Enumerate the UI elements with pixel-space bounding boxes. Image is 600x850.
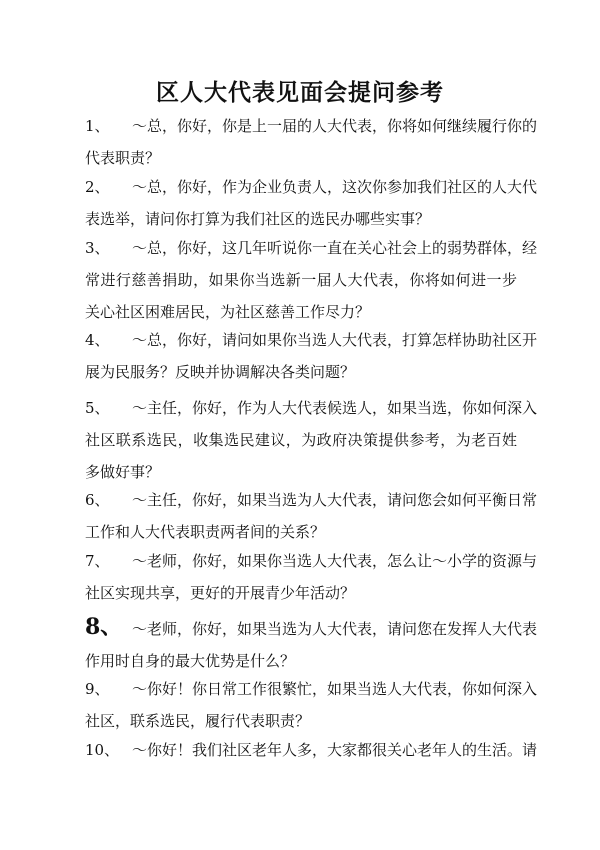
question-text-first-line: ～主任，你好，如果当选为人大代表，请问您会如何平衡日常 xyxy=(132,491,538,509)
question-text-continuation: 作用时自身的最大优势是什么？ xyxy=(85,652,296,670)
question-number: 8、 xyxy=(85,614,123,640)
question-number: 3、 xyxy=(85,239,110,257)
question-text-first-line: ～总，你好，你是上一届的人大代表，你将如何继续履行你的 xyxy=(132,117,538,135)
question-text-first-line: ～你好！我们社区老年人多，大家都很关心老年人的生活。请 xyxy=(132,741,538,759)
question-text-first-line: ～老师，你好，如果当选为人大代表，请问您在发挥人大代表 xyxy=(132,620,538,638)
question-number: 9、 xyxy=(85,680,110,698)
question-text-first-line: ～总，你好，这几年听说你一直在关心社会上的弱势群体，经 xyxy=(132,239,538,257)
question-number: 4、 xyxy=(85,331,110,349)
question-number: 10、 xyxy=(85,741,120,759)
question-text-continuation: 展为民服务？反映并协调解决各类问题？ xyxy=(85,363,356,381)
question-text-first-line: ～你好！你日常工作很繁忙，如果当选人大代表，你如何深入 xyxy=(132,680,538,698)
question-text-first-line: ～主任，你好，作为人大代表候选人，如果当选，你如何深入 xyxy=(132,399,538,417)
question-text-continuation: 常进行慈善捐助，如果你当选新一届人大代表，你将如何进一步关心社区困难居民，为社区慈善工作尽力？ xyxy=(85,271,517,321)
question-number: 6、 xyxy=(85,491,110,509)
question-text-continuation: 代表职责？ xyxy=(85,149,161,167)
question-number: 5、 xyxy=(85,399,110,417)
page-title: 区人大代表见面会提问参考 xyxy=(156,80,444,106)
question-number: 2、 xyxy=(85,178,110,196)
question-text-first-line: ～总，你好，作为企业负责人，这次你参加我们社区的人大代 xyxy=(132,178,538,196)
question-text-first-line: ～老师，你好，如果你当选人大代表，怎么让～小学的资源与 xyxy=(132,552,538,570)
question-text-continuation: 社区，联系选民，履行代表职责？ xyxy=(85,712,311,730)
question-text-first-line: ～总，你好，请问如果你当选人大代表，打算怎样协助社区开 xyxy=(132,331,538,349)
question-text-continuation: 表选举，请问你打算为我们社区的选民办哪些实事？ xyxy=(85,210,431,228)
question-text-continuation: 社区联系选民，收集选民建议，为政府决策提供参考，为老百姓多做好事？ xyxy=(85,431,517,481)
question-number: 7、 xyxy=(85,552,110,570)
question-text-continuation: 社区实现共享，更好的开展青少年活动？ xyxy=(85,584,356,602)
question-text-continuation: 工作和人大代表职责两者间的关系？ xyxy=(85,523,326,541)
question-number: 1、 xyxy=(85,117,110,135)
